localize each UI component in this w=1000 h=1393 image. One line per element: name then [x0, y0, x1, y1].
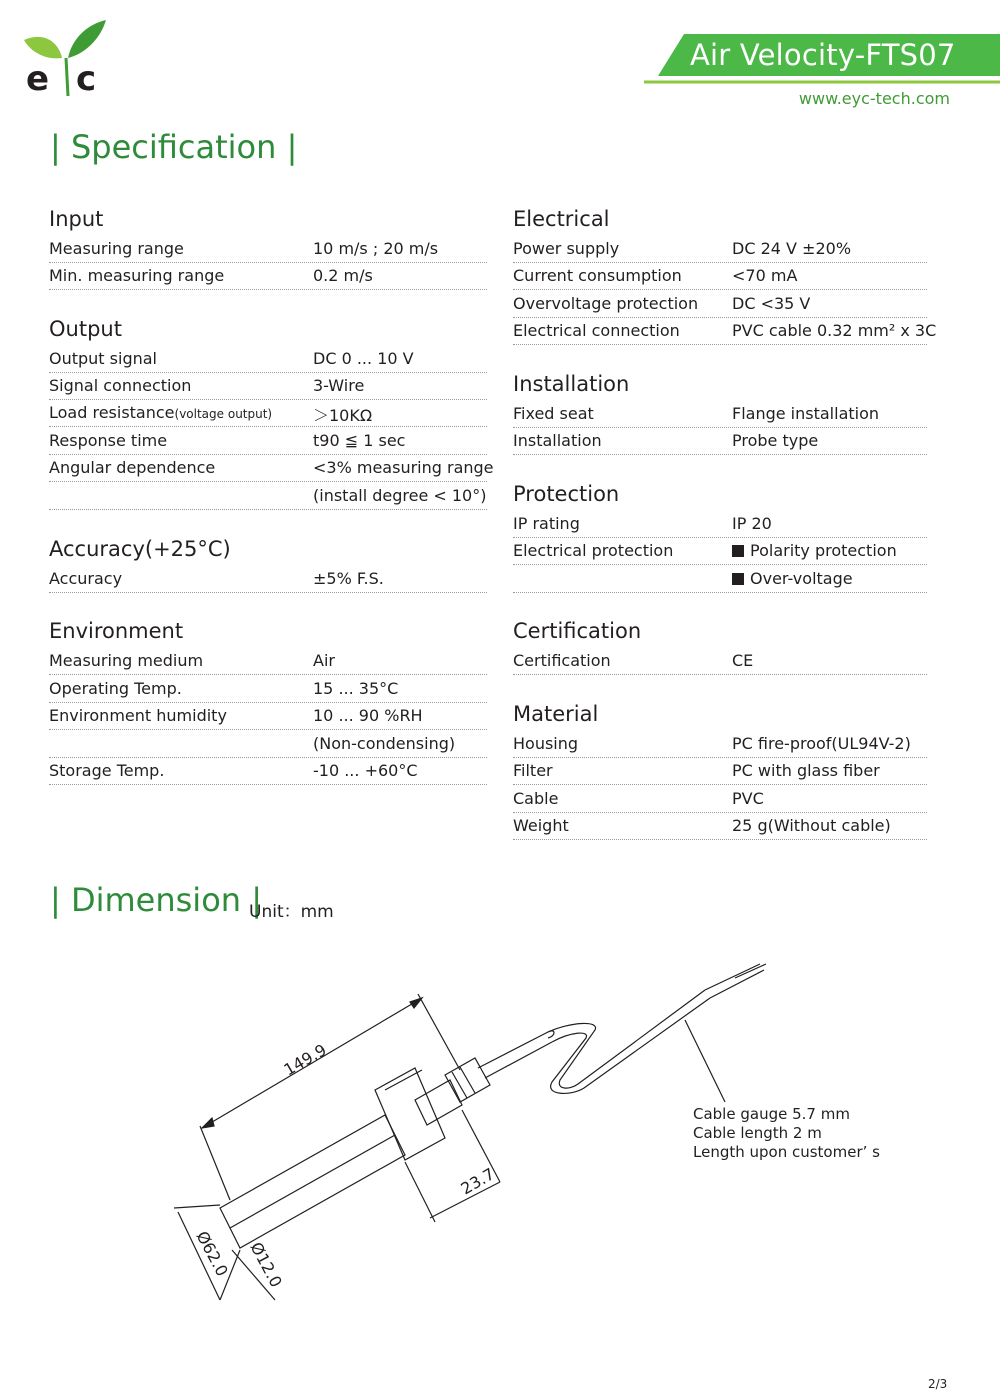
length-dimension-label: 149.9 [280, 1040, 330, 1080]
spec-row: Housing PC fire-proof(UL94V-2) [513, 730, 927, 758]
product-title: Air Velocity-FTS07 [690, 38, 956, 72]
cable-note: Cable gauge 5.7 mm Cable length 2 m Length upon customer’ s [693, 1105, 880, 1161]
spec-row: Installation Probe type [513, 427, 927, 455]
installation-title: Installation [513, 372, 630, 396]
eyc-logo [22, 18, 112, 98]
spec-row: Electrical protection Polarity protection [513, 537, 927, 565]
spec-row: Accuracy ±5% F.S. [49, 565, 487, 593]
square-bullet-icon [732, 573, 744, 585]
spec-row: Operating Temp. 15 ... 35°C [49, 675, 487, 703]
spec-row: Over-voltage [513, 565, 927, 593]
spec-row: Min. measuring range 0.2 m/s [49, 262, 487, 290]
spec-row: Load resistance(voltage output) ＞10KΩ [49, 399, 487, 427]
spec-row: Signal connection 3-Wire [49, 372, 487, 400]
spec-row: Environment humidity 10 ... 90 %RH [49, 702, 487, 730]
spec-row: (install degree < 10°) [49, 482, 487, 510]
input-title: Input [49, 207, 104, 231]
spec-row: Certification CE [513, 647, 927, 675]
spec-row: Power supply DC 24 V ±20% [513, 235, 927, 263]
spec-row: (Non-condensing) [49, 730, 487, 758]
spec-row: Measuring range 10 m/s ; 20 m/s [49, 235, 487, 263]
square-bullet-icon [732, 545, 744, 557]
accuracy-title: Accuracy(+25°C) [49, 537, 231, 561]
dimension-heading: | Dimension | [50, 881, 262, 919]
unit-label: Unit：mm [249, 902, 334, 922]
electrical-title: Electrical [513, 207, 610, 231]
environment-title: Environment [49, 619, 184, 643]
probe-diameter-label: Ø12.0 [246, 1238, 286, 1291]
spec-row: Storage Temp. -10 ... +60°C [49, 757, 487, 785]
svg-text:e: e [26, 59, 50, 98]
specification-heading: | Specification | [50, 128, 298, 166]
material-title: Material [513, 702, 599, 726]
spec-row: Overvoltage protection DC <35 V [513, 290, 927, 318]
flange-diameter-label: Ø62.0 [192, 1227, 232, 1280]
spec-row: Output signal DC 0 ... 10 V [49, 345, 487, 373]
spec-row: Weight 25 g(Without cable) [513, 812, 927, 840]
flange-dimension-label: 23.7 [457, 1164, 498, 1199]
spec-row: Current consumption <70 mA [513, 262, 927, 290]
protection-title: Protection [513, 482, 620, 506]
svg-text:c: c [76, 59, 97, 98]
certification-title: Certification [513, 619, 642, 643]
spec-row: Filter PC with glass fiber [513, 757, 927, 785]
spec-row: IP rating IP 20 [513, 510, 927, 538]
output-title: Output [49, 317, 122, 341]
spec-row: Electrical connection PVC cable 0.32 mm² x 3C [513, 317, 927, 345]
spec-row: Angular dependence <3% measuring range [49, 454, 487, 482]
spec-row: Fixed seat Flange installation [513, 400, 927, 428]
spec-row: Cable PVC [513, 785, 927, 813]
page-number: 2/3 [928, 1377, 948, 1391]
spec-row: Response time t90 ≦ 1 sec [49, 427, 487, 455]
spec-row: Measuring medium Air [49, 647, 487, 675]
website-link[interactable]: www.eyc-tech.com [798, 89, 950, 108]
